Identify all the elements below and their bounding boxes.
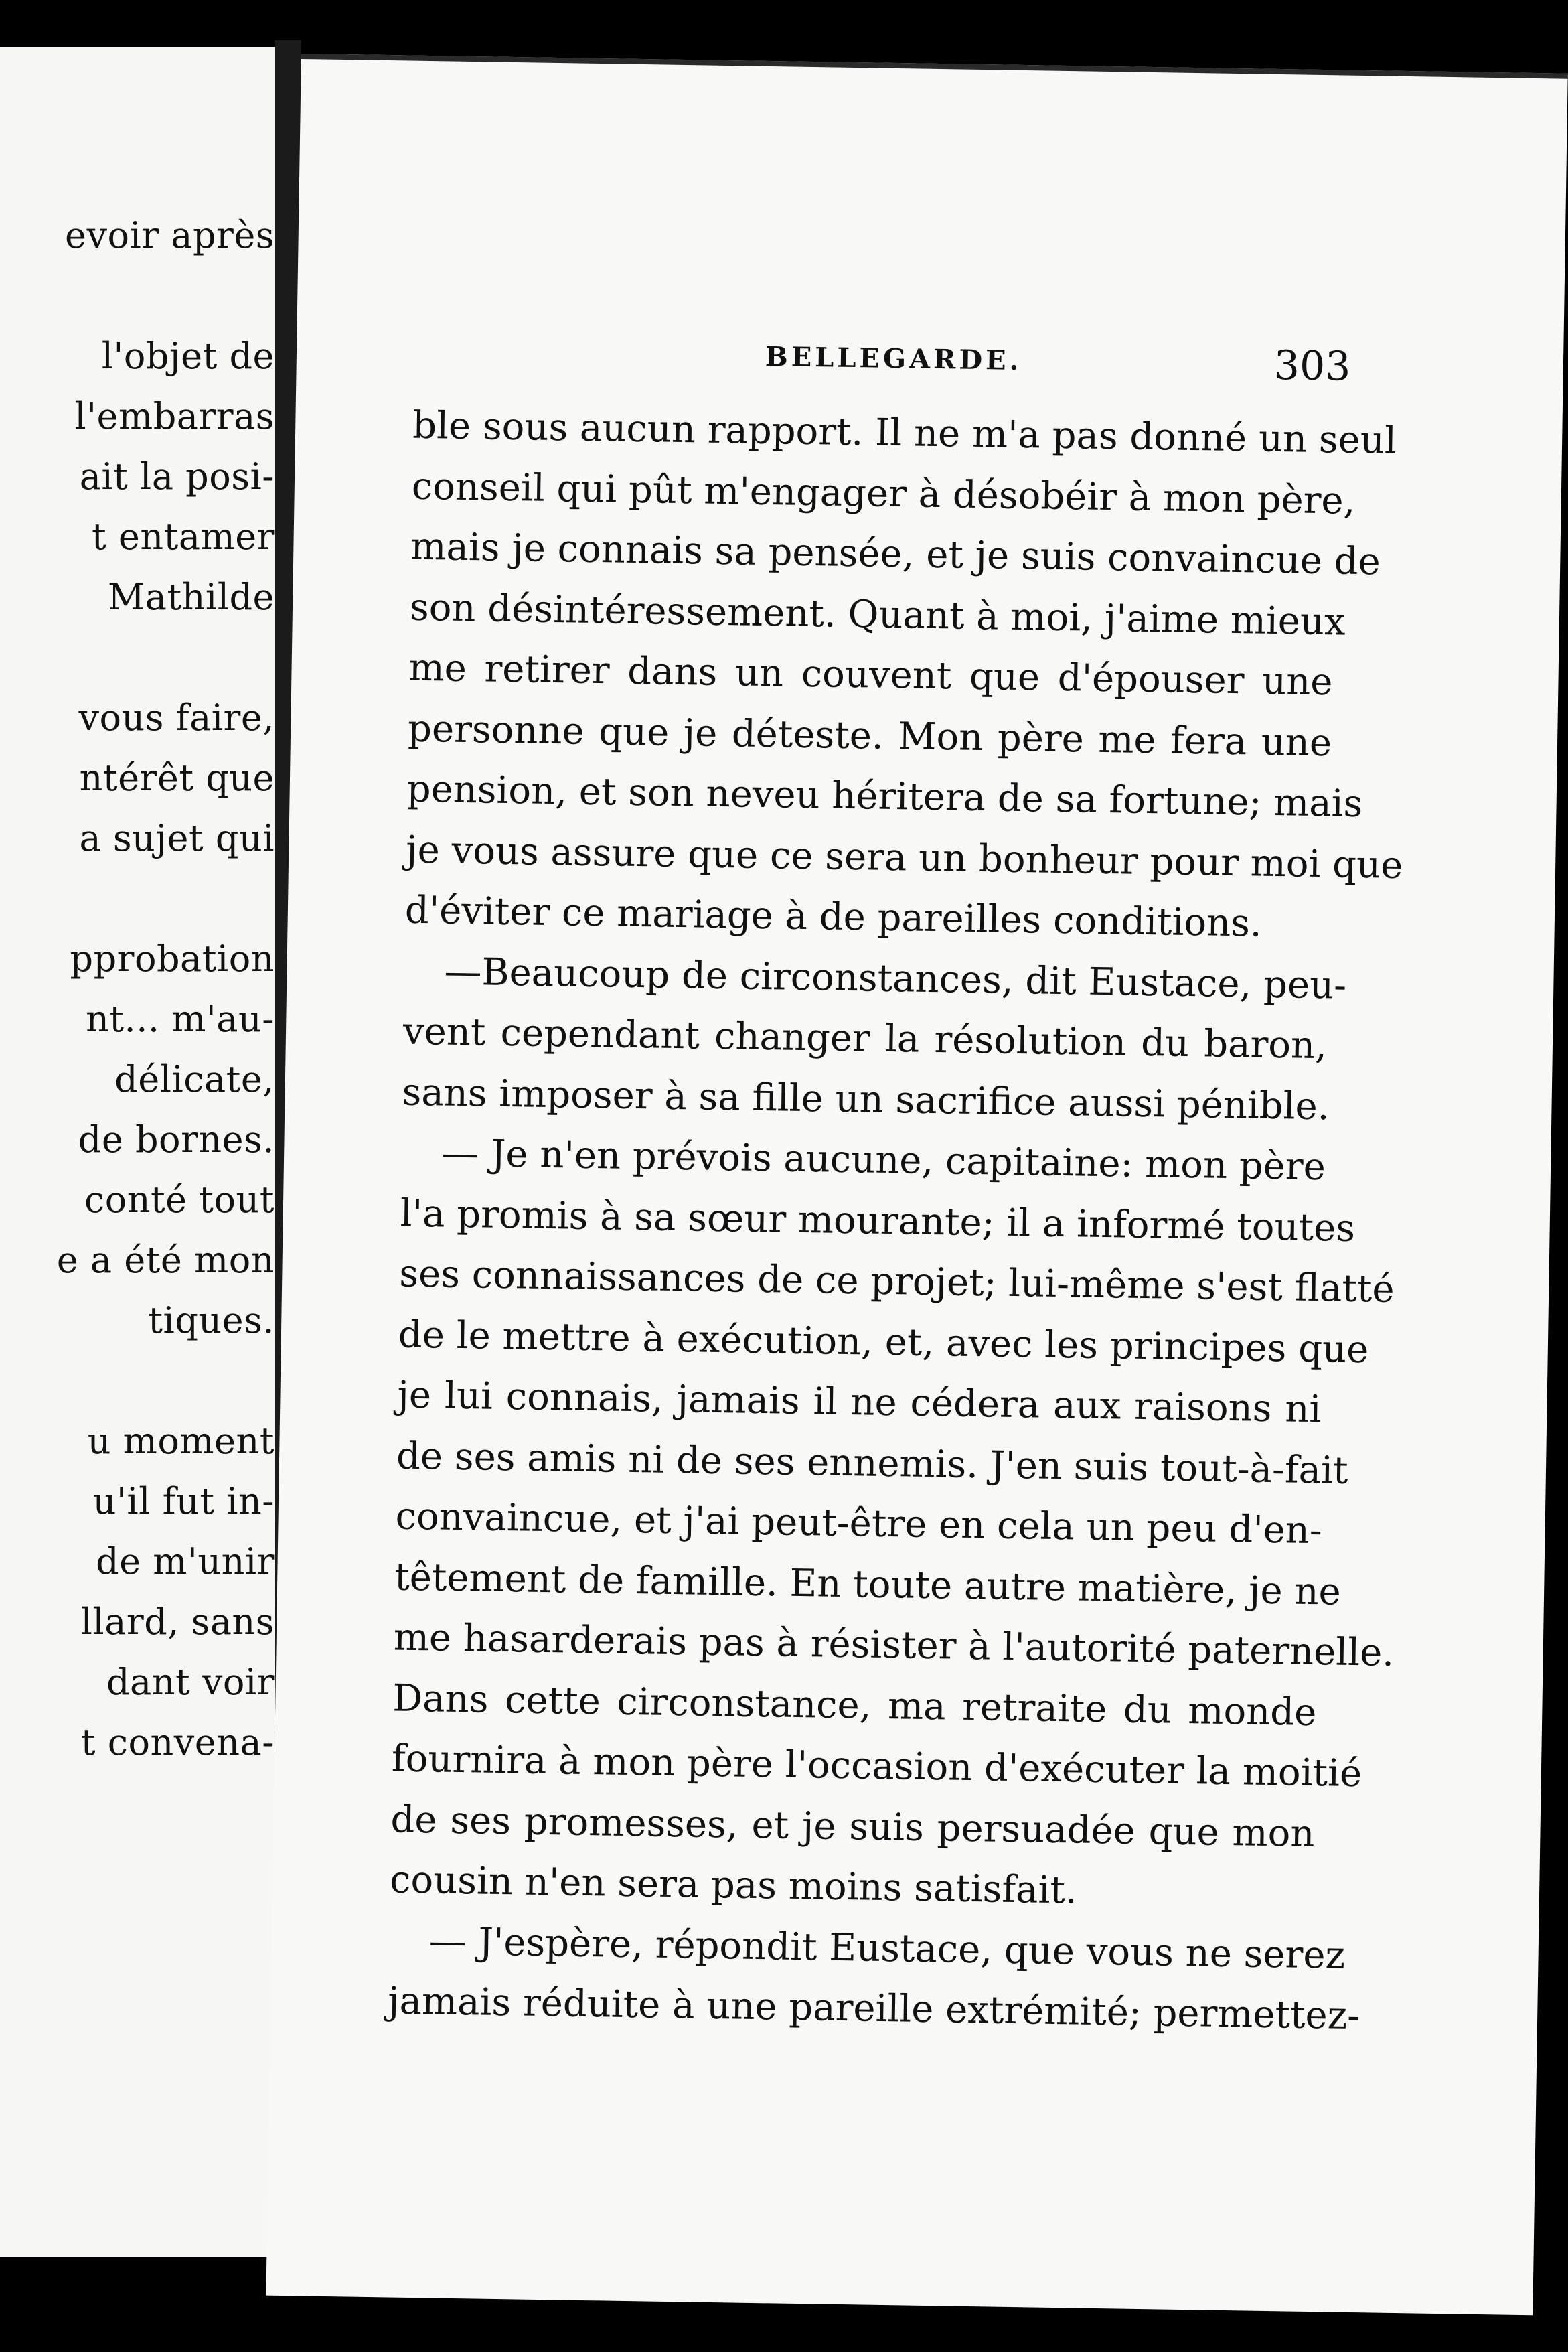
text-line: sans imposer à sa fille un sacrifice aussi pénible. [402, 1070, 1330, 1128]
text-line: je vous assure que ce sera un bonheur pour moi que [405, 828, 1403, 887]
left-page-line: délicate, [114, 1058, 275, 1100]
page-number: 303 [1273, 342, 1351, 390]
text-line: —Beaucoup de circonstances, dit Eustace, peu- [443, 950, 1347, 1008]
text-line: — J'espère, répondit Eustace, que vous ne serez [428, 1919, 1346, 1978]
text-line: ses connaissances de ce projet; lui-même s'est flatté [398, 1252, 1395, 1311]
text-line: personne que je déteste. Mon père me fera une [407, 707, 1332, 765]
text-line: pension, et son neveu héritera de sa fortune; mais [406, 767, 1363, 826]
running-head: BELLEGARDE. [765, 340, 1022, 376]
text-line: conseil qui pût m'engager à désobéir à mon père, [411, 464, 1356, 523]
text-line: l'a promis à sa sœur mourante; il a informé toutes [400, 1191, 1356, 1250]
text-line: de le mettre à exécution, et, avec les principes que [398, 1313, 1369, 1372]
left-page-line: l'embarras [74, 395, 275, 437]
left-page-line: de m'unir [96, 1540, 275, 1583]
left-page-line: l'objet de [101, 335, 275, 377]
body-text [387, 396, 1403, 2047]
text-line: de ses promesses, et je suis persuadée que mon [390, 1797, 1315, 1856]
text-line: — Je n'en prévois aucune, capitaine: mon père [441, 1131, 1326, 1189]
left-page-line: t entamer [92, 516, 275, 558]
text-line: me hasarderais pas à résister à l'autorité paternelle. [393, 1615, 1395, 1675]
left-page-line: ntérêt que [79, 757, 275, 799]
left-page [0, 47, 279, 2257]
text-line: me retirer dans un couvent que d'épouser une [408, 646, 1333, 705]
text-line: têtement de famille. En toute autre matière, je ne [394, 1554, 1342, 1614]
text-line: je lui connais, jamais il ne cédera aux raisons ni [397, 1373, 1322, 1432]
left-page-line: pprobation [70, 938, 275, 980]
text-line: d'éviter ce mariage à de pareilles conditions. [404, 888, 1263, 946]
text-line: vent cependant changer la résolution du baron, [402, 1009, 1328, 1068]
left-page-line: de bornes. [78, 1118, 275, 1161]
left-page-line: vous faire, [78, 696, 275, 739]
text-line: de ses amis ni de ses ennemis. J'en suis tout-à-fait [396, 1433, 1349, 1493]
left-page-line: t convena- [80, 1721, 275, 1763]
left-page-line: conté tout [84, 1179, 275, 1221]
text-line: jamais réduite à une pareille extrémité; permettez- [387, 1979, 1360, 2039]
text-line: cousin n'en sera pas moins satisfait. [389, 1858, 1078, 1913]
left-page-line: e a été mon [56, 1239, 275, 1281]
text-line: son désintéressement. Quant à moi, j'aime mieux [409, 585, 1346, 644]
left-page-line: tiques. [148, 1299, 275, 1341]
left-page-line: ait la posi- [79, 455, 275, 498]
text-line: ble sous aucun rapport. Il ne m'a pas donné un seul [412, 403, 1397, 463]
left-page-line: Mathilde [107, 576, 275, 618]
left-page-line: u moment [87, 1420, 275, 1462]
left-page-line: dant voir [106, 1661, 275, 1703]
left-page-line: u'il fut in- [92, 1480, 275, 1522]
left-page-line: a sujet qui [79, 817, 275, 859]
left-page-line: nt... m'au- [86, 998, 275, 1040]
left-page-line: evoir après [65, 214, 275, 256]
text-line: fournira à mon père l'occasion d'exécuter la moitié [391, 1737, 1362, 1796]
text-line: convaincue, et j'ai peut-être en cela un peu d'en- [395, 1494, 1323, 1553]
text-line: mais je connais sa pensée, et je suis convaincue de [410, 524, 1381, 584]
left-page-line: llard, sans [80, 1601, 275, 1643]
text-line: Dans cette circonstance, ma retraite du monde [392, 1676, 1317, 1735]
right-page [266, 54, 1567, 2315]
